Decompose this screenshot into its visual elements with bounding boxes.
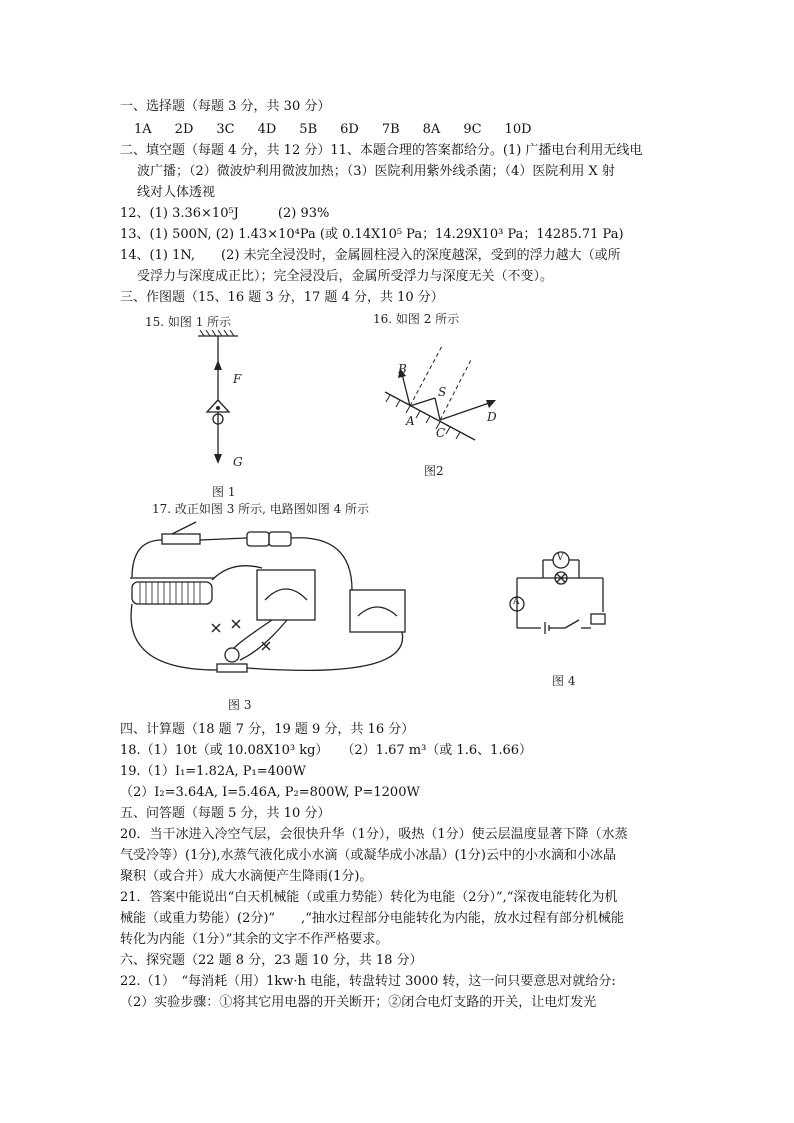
- figure-3-circuit-apparatus: [122, 520, 422, 690]
- caption-17: 17. 改正如图 3 所示, 电路图如图 4 所示: [152, 502, 370, 516]
- answer-5: 5B: [299, 122, 318, 137]
- question-21-line-2: 械能（或重力势能）(2分)” ,“抽水过程部分电能转化为内能，放水过程有部分机械能: [120, 911, 624, 926]
- answer-10: 10D: [504, 122, 532, 137]
- question-19-part-1: 19.（1）I₁=1.82A, P₁=400W: [120, 764, 306, 779]
- figure-2-label: 图2: [424, 464, 444, 478]
- question-20-line-1: 20．当干冰进入冷空气层，会很快升华（1分），吸热（1分）使云层温度显著下降（水蒸: [120, 827, 628, 842]
- question-12: 12、(1) 3.36×10⁵J (2) 93%: [120, 206, 330, 221]
- answer-4: 4D: [257, 122, 277, 137]
- question-14-line-1: 14、(1) 1N, (2) 未完全浸没时，金属圆柱浸入的深度越深，受到的浮力越大（或所: [120, 248, 621, 263]
- figure-1-force-diagram: [180, 330, 260, 500]
- answer-1: 1A: [134, 122, 152, 137]
- question-14-line-2: 受浮力与深度成正比）；完全浸没后，金属所受浮力与深度无关（不变）。: [137, 269, 554, 284]
- answer-3: 3C: [216, 122, 235, 137]
- figure-3-label: 图 3: [228, 698, 252, 712]
- section-4-title: 四、计算题（18 题 7 分，19 题 9 分，共 16 分）: [120, 722, 415, 737]
- section-2-line-2: 波广播；（2）微波炉利用微波加热；（3）医院利用紫外线杀菌；（4）医院利用 X 射: [137, 164, 615, 179]
- answer-9: 9C: [463, 122, 482, 137]
- section-1-title: 一、选择题（每题 3 分，共 30 分）: [120, 99, 331, 114]
- question-18: 18.（1）10t（或 10.08X10³ kg） （2）1.67 m³（或 1.6、1.66）: [120, 743, 533, 758]
- label-g: G: [233, 455, 243, 469]
- answer-6: 6D: [340, 122, 359, 137]
- label-d: D: [487, 410, 497, 424]
- label-ammeter: A: [513, 597, 520, 607]
- section-6-title: 六、探究题（22 题 8 分，23 题 10 分，共 18 分）: [120, 953, 423, 968]
- caption-16: 16. 如图 2 所示: [373, 312, 460, 326]
- answer-2: 2D: [174, 122, 194, 137]
- label-c: C: [436, 426, 446, 440]
- question-13: 13、(1) 500N, (2) 1.43×10⁴Pa (或 0.14X10⁵ Pa；14.29X10³ Pa；14285.71 Pa): [120, 227, 624, 242]
- label-s: S: [438, 385, 447, 399]
- section-3-title: 三、作图题（15、16 题 3 分，17 题 4 分，共 10 分）: [120, 290, 444, 305]
- figure-4-label: 图 4: [552, 674, 576, 688]
- question-22-line-2: （2）实验步骤：①将其它用电器的开关断开；②闭合电灯支路的开关，让电灯发光: [120, 995, 597, 1010]
- label-f: F: [233, 372, 242, 386]
- section-5-title: 五、问答题（每题 5 分，共 10 分）: [120, 806, 331, 821]
- choice-answers: [134, 120, 555, 140]
- question-21-line-1: 21．答案中能说出“白天机械能（或重力势能）转化为电能（2分）”,“深夜电能转化为机: [120, 890, 618, 905]
- question-20-line-2: 气受冷等）(1分),水蒸气液化成小水滴（或凝华成小冰晶）(1分)云中的小水滴和小冰晶: [120, 848, 616, 863]
- figure-2-reflection-diagram: [380, 330, 520, 440]
- section-2-line-1: 二、填空题（每题 4 分，共 12 分）11、本题合理的答案都给分。(1) 广播电台利用无线电: [120, 143, 643, 158]
- answer-8: 8A: [422, 122, 441, 137]
- label-voltmeter: V: [557, 553, 564, 563]
- question-22-line-1: 22.（1） “每消耗（用）1kw·h 电能，转盘转过 3000 转，这一问只要意思对就给分:: [120, 974, 616, 989]
- answer-7: 7B: [381, 122, 400, 137]
- question-19-part-2: （2）I₂=3.64A, I=5.46A, P₂=800W, P=1200W: [120, 785, 420, 800]
- caption-15: 15. 如图 1 所示: [145, 315, 232, 329]
- figure-4-circuit-schematic: [505, 552, 615, 632]
- section-2-line-3: 线对人体透视: [137, 185, 216, 200]
- question-21-line-3: 转化为内能（1分）”其余的文字不作严格要求。: [120, 932, 389, 947]
- figure-1-label: 图 1: [212, 485, 236, 499]
- label-b: B: [398, 362, 407, 376]
- question-20-line-3: 聚积（或合并）成大水滴便产生降雨(1分)。: [120, 869, 373, 884]
- label-a: A: [406, 414, 415, 428]
